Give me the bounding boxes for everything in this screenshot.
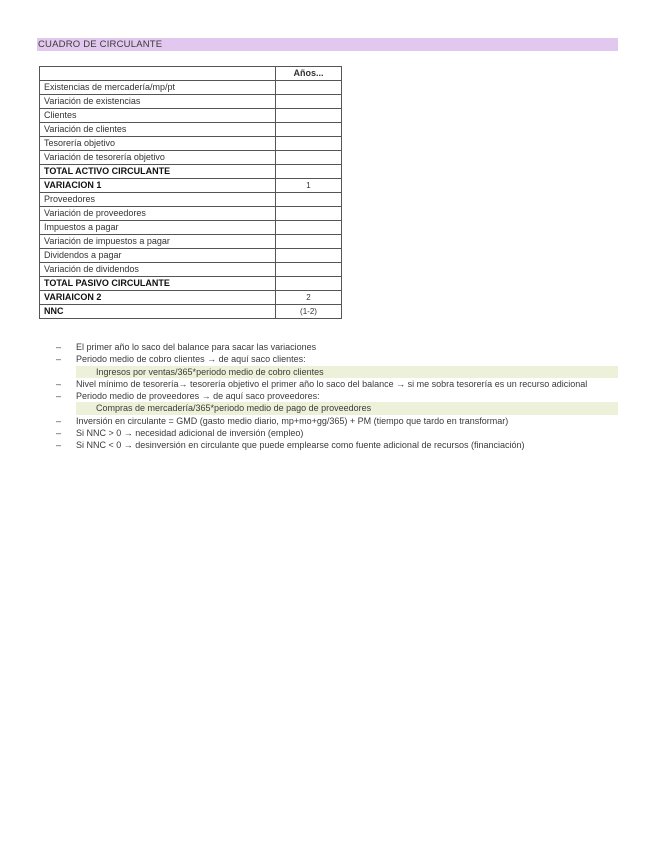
note-text: Periodo medio de cobro clientes → de aquí saco clientes: [76,354,306,365]
row-label: Variación de tesorería objetivo [40,151,276,165]
bullet-dash: – [56,415,62,426]
row-value: (1-2) [276,305,342,319]
list-item [56,427,618,439]
table-header-years: Años... [276,67,342,81]
list-item [56,378,618,390]
row-value [276,235,342,249]
row-label: Variación de impuestos a pagar [40,235,276,249]
row-value [276,123,342,137]
table-row [40,137,342,151]
bullet-dash: – [56,391,62,402]
bullet-dash: – [56,428,62,439]
highlighted-formula: Compras de mercadería/365*periodo medio de pago de proveedores [76,402,618,414]
row-label: Variación de dividendos [40,263,276,277]
circulante-table [39,66,342,319]
row-label: Existencias de mercadería/mp/pt [40,81,276,95]
note-text: El primer año lo saco del balance para sacar las variaciones [76,342,317,352]
row-value [276,193,342,207]
note-text: Inversión en circulante = GMD (gasto medio diario, mp+mo+gg/365) + PM (tiempo que tardo en transformar) [76,415,509,426]
row-label: Variación de proveedores [40,207,276,221]
table-row [40,277,342,291]
table-header-row [40,67,342,81]
table-row [40,95,342,109]
table-row [40,123,342,137]
highlighted-formula: Ingresos por ventas/365*periodo medio de cobro clientes [76,366,618,378]
row-label: VARIAICON 2 [40,291,276,305]
list-item [56,415,618,427]
note-text: Si NNC < 0 → desinversión en circulante que puede emplearse como fuente adicional de recursos (financiación) [76,440,525,451]
row-value [276,263,342,277]
table-row [40,193,342,207]
note-text: Nivel mínimo de tesorería→ tesorería objetivo el primer año lo saco del balance → si me sobra tesorería es un recurso adicional [76,378,588,389]
table-row [40,263,342,277]
row-label: Impuestos a pagar [40,221,276,235]
row-value [276,221,342,235]
table-header-empty [40,67,276,81]
table-row [40,179,342,193]
row-value [276,151,342,165]
table-row [40,151,342,165]
table-row [40,109,342,123]
list-item [56,439,618,451]
page-title: CUADRO DE CIRCULANTE [37,38,618,51]
table-row [40,81,342,95]
row-value [276,207,342,221]
row-value [276,81,342,95]
row-value: 1 [276,179,342,193]
table-row [40,249,342,263]
note-text: Si NNC > 0 → necesidad adicional de inversión (empleo) [76,428,304,439]
list-item [56,353,618,365]
bullet-dash: – [56,354,62,365]
row-value [276,249,342,263]
row-value [276,95,342,109]
table-row [40,235,342,249]
list-item [56,341,618,353]
table-row [40,221,342,235]
list-item [56,390,618,402]
note-text: Periodo medio de proveedores → de aquí saco proveedores: [76,391,320,402]
table-row [40,165,342,179]
bullet-dash: – [56,378,62,389]
row-value: 2 [276,291,342,305]
row-label: TOTAL ACTIVO CIRCULANTE [40,165,276,179]
notes-list [56,341,618,452]
row-label: Proveedores [40,193,276,207]
row-label: Clientes [40,109,276,123]
row-label: Tesorería objetivo [40,137,276,151]
bullet-dash: – [56,440,62,451]
table-row [40,305,342,319]
row-label: Dividendos a pagar [40,249,276,263]
row-label: NNC [40,305,276,319]
row-label: Variación de clientes [40,123,276,137]
row-value [276,109,342,123]
bullet-dash: – [56,342,62,352]
row-value [276,165,342,179]
table-row [40,207,342,221]
row-label: TOTAL PASIVO CIRCULANTE [40,277,276,291]
row-label: VARIACION 1 [40,179,276,193]
row-label: Variación de existencias [40,95,276,109]
table-row [40,291,342,305]
row-value [276,277,342,291]
row-value [276,137,342,151]
